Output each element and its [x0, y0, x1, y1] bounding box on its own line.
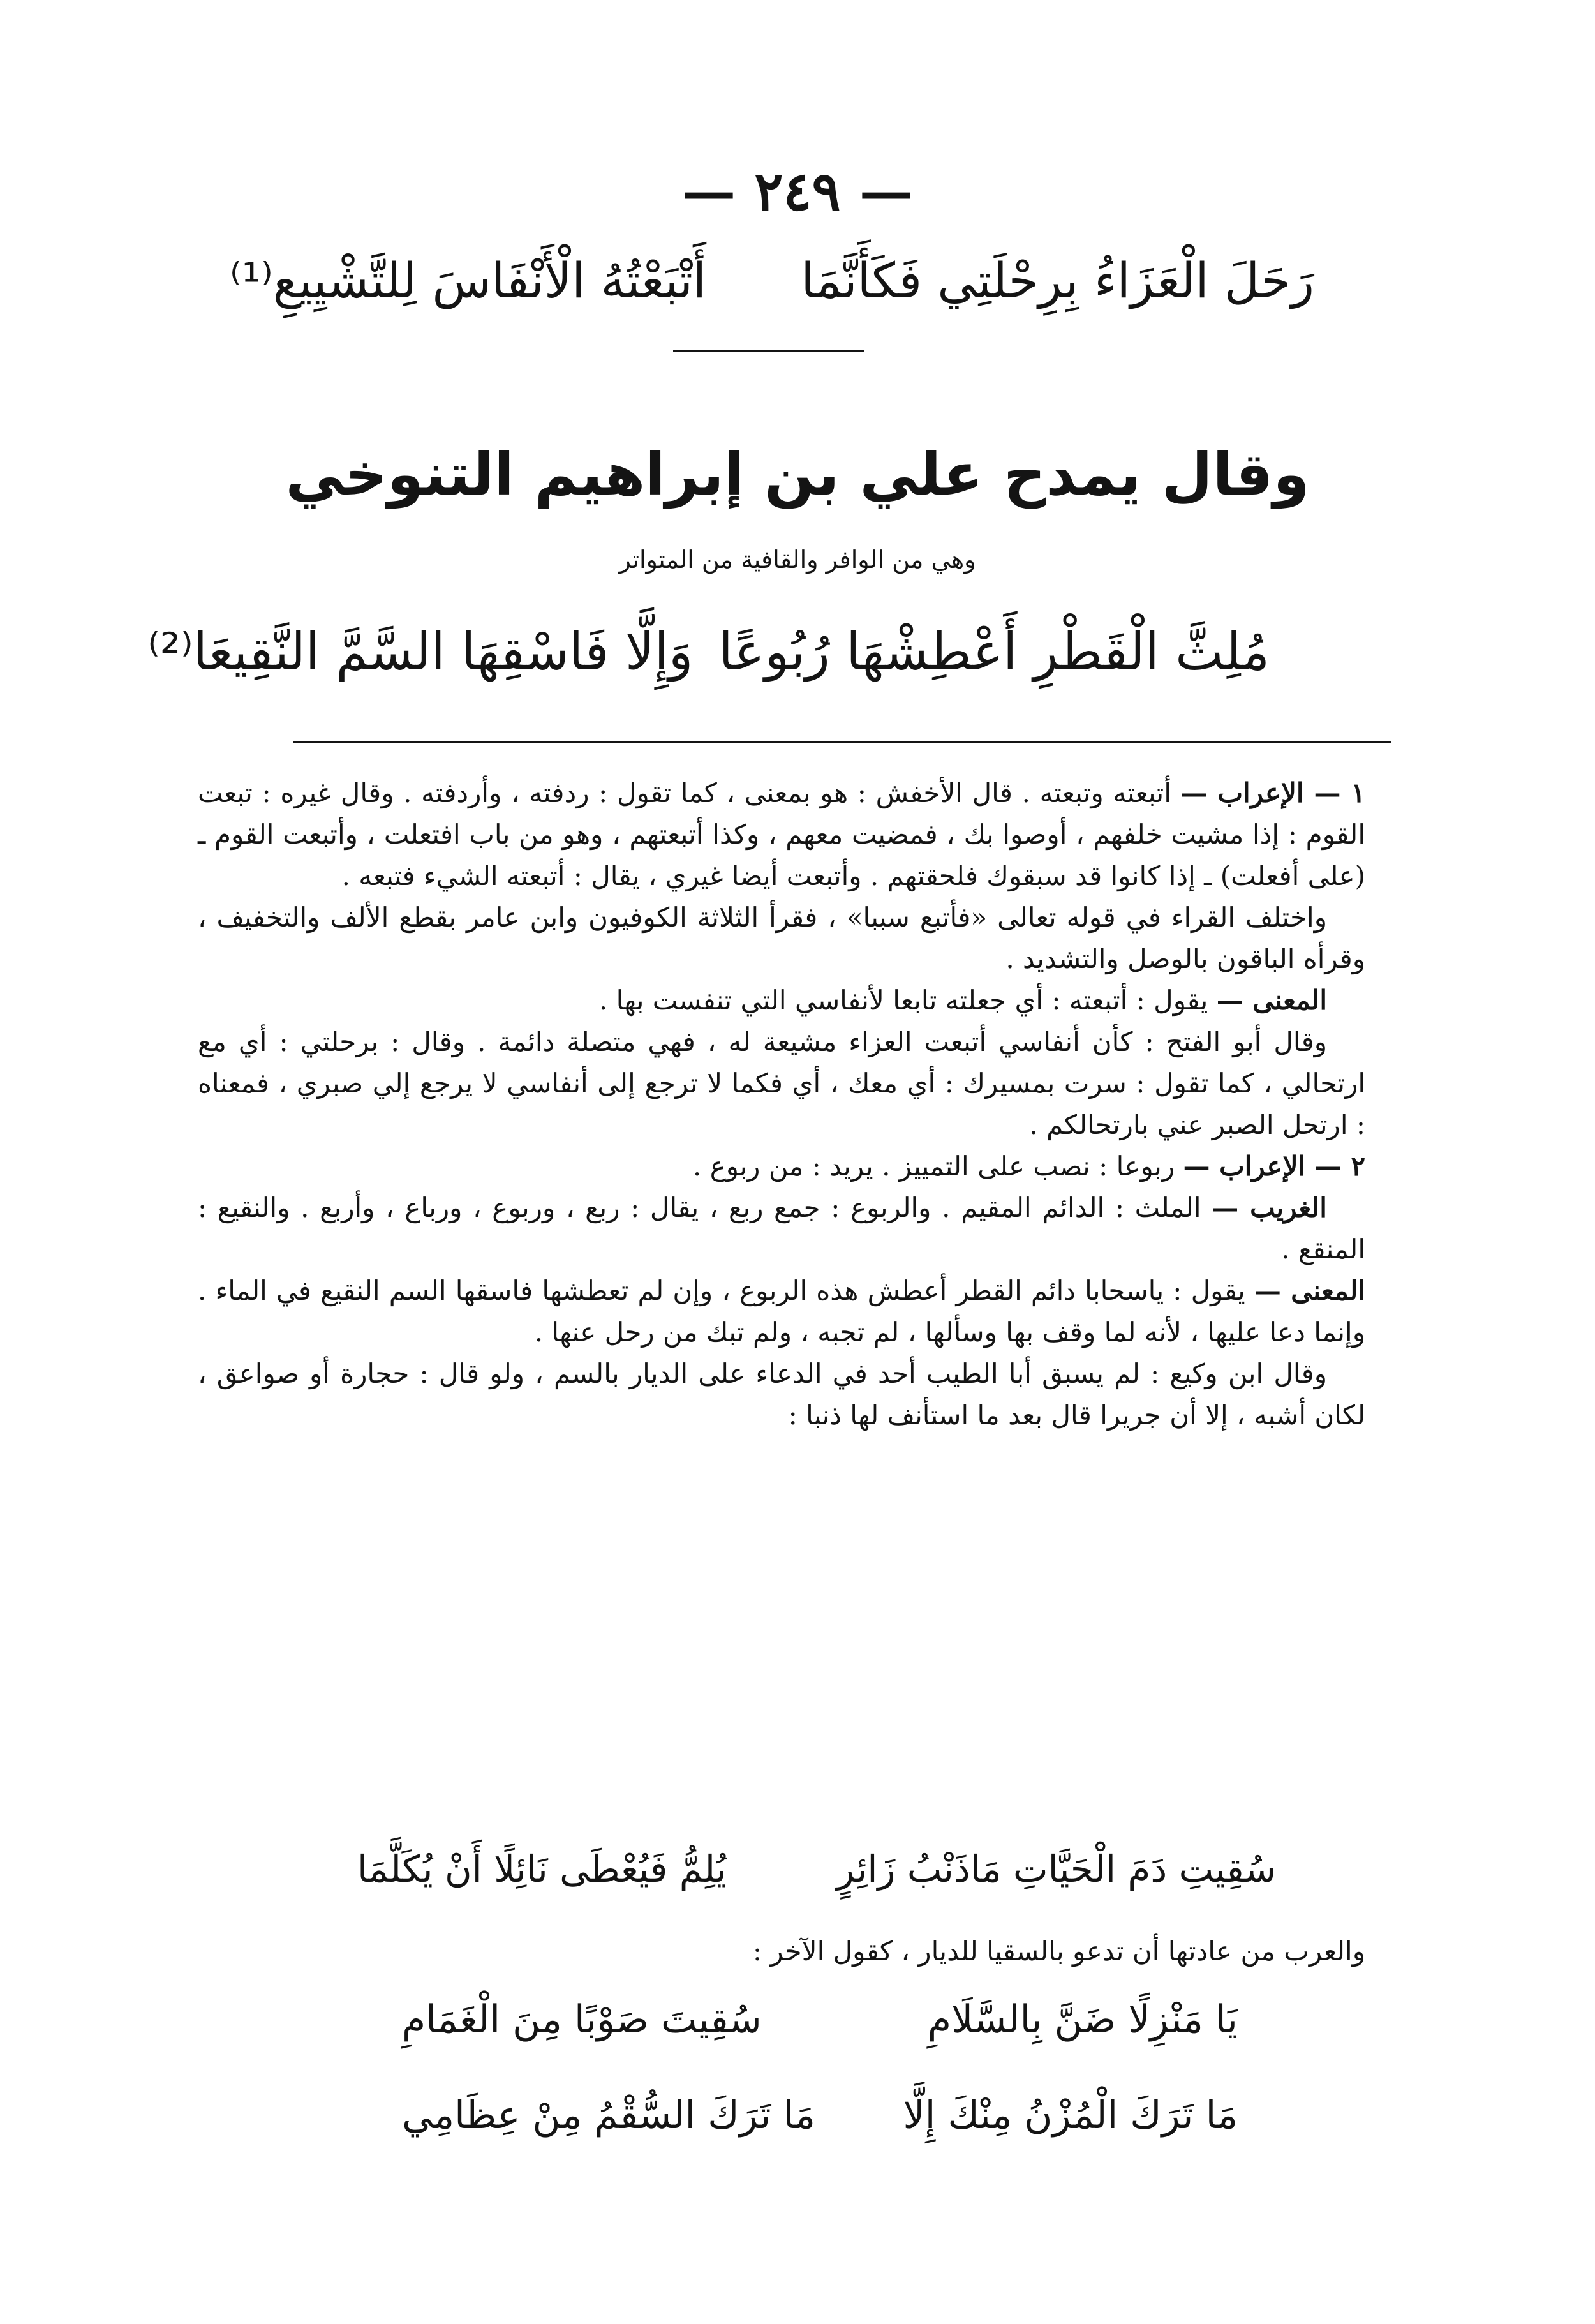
commentary — [198, 772, 1365, 1436]
opening-verse — [230, 252, 1314, 309]
note-text: يقول : أتبعته : أي جعلته تابعا لأنفاسي التي تنفست بها . — [598, 985, 1208, 1016]
couplet-line-1 — [402, 1997, 1238, 2042]
note-text: أتبعته وتبعته . قال الأخفش : هو بمعنى ، كما تقول : ردفته ، وأردفته . وقال غيره : تبعت القوم : إذا مشيت خلفهم ، أوصوا بك ، فمضيت معهم ، وكذا أتبعتهم ، وهو من باب افتعلت ، وأتبعت القوم ـ (على أفعلت) ـ إذا كانوا قد سبقوك فلحقتهم . وأتبعت أيضا غيري ، يقال : أتبعته الشيء فتبعه . — [198, 777, 1365, 891]
note-1-meaning — [198, 980, 1365, 1021]
note-text: الملث : الدائم المقيم . والربوع : جمع ربع ، يقال : ربع ، وربوع ، ورباع ، وأربع . والنقيع : المنقع . — [198, 1192, 1365, 1265]
verse-divider — [673, 350, 864, 352]
note-2-ibn-waki: وقال ابن وكيع : لم يسبق أبا الطيب أحد في الدعاء على الديار بالسم ، ولو قال : حجارة أو صواعق ، لكان أشبه ، إلا أن جريرا قال بعد ما استأنف لها ذنبا : — [198, 1358, 1365, 1431]
poem-verse — [147, 622, 1270, 682]
opening-verse-second-half: أَتْبَعْتُهُ الْأَنْفَاسَ لِلتَّشْيِيعِ⁽¹⁾ — [230, 252, 707, 309]
note-label: المعنى — — [1254, 1275, 1365, 1306]
couplet-line-1-second-half: سُقِيتَ صَوْبًا مِنَ الْغَمَامِ — [402, 1997, 762, 2042]
couplet-line-2-first-half: مَا تَرَكَ الْمُزْنُ مِنْكَ إِلَّا — [903, 2093, 1238, 2138]
note-label: ٢ — الإعراب — — [1183, 1151, 1365, 1182]
couplet-line-1-first-half: يَا مَنْزِلًا ضَنَّ بِالسَّلَامِ — [927, 1997, 1238, 2042]
note-text: يقول : ياسحابا دائم القطر أعطش هذه الربوع ، وإن لم تعطشها فاسقها السم النقيع في الماء . وإنما دعا عليها ، لأنه لما وقف بها وسألها ، لم تجبه ، ولم تبك من رحل عنها . — [198, 1275, 1365, 1348]
quoted-verse-first-half: سُقِيتِ دَمَ الْحَيَّاتِ مَاذَنْبُ زَائِرٍ — [836, 1847, 1276, 1891]
note-2-meaning — [198, 1270, 1365, 1353]
opening-verse-first-half: رَحَلَ الْعَزَاءُ بِرِحْلَتِي فَكَأَنَّمَا — [801, 252, 1314, 309]
transition-text: والعرب من عادتها أن تدعو بالسقيا للديار ، كقول الآخر : — [752, 1935, 1365, 1967]
note-1-grammar — [198, 772, 1365, 897]
quoted-verse-second-half: يُلِمُّ فَيُعْطَى نَائِلًا أَنْ يُكَلَّمَا — [357, 1847, 727, 1891]
poem-heading: وقال يمدح علي بن إبراهيم التنوخي — [285, 440, 1310, 509]
note-1-abu-al-fath: وقال أبو الفتح : كأن أنفاسي أتبعت العزاء مشيعة له ، فهي متصلة دائمة . وقال : برحلتي : أي مع ارتحالي ، كما تقول : سرت بمسيرك : أي معك ، أي فكما لا ترجع إلى أنفاسي لا يرجع إلي صبري ، فمعناه : ارتحل الصبر عني بارتحالكم . — [198, 1026, 1365, 1140]
poem-verse-second-half: وَإِلَّا فَاسْقِهَا السَّمَّ النَّقِيعَا⁽²⁾ — [147, 622, 694, 682]
note-label: الغريب — — [1212, 1192, 1327, 1223]
page-number: — ٢٤٩ — — [682, 160, 913, 223]
note-2-grammar — [198, 1145, 1365, 1187]
footnote-divider — [293, 741, 1391, 743]
note-label: ١ — الإعراب — — [1180, 777, 1365, 808]
poem-verse-first-half: مُلِثَّ الْقَطْرِ أَعْطِشْهَا رُبُوعًا — [718, 622, 1270, 682]
note-text: ربوعا : نصب على التمييز . يريد : من ربوع . — [693, 1151, 1175, 1182]
couplet-line-2-second-half: مَا تَرَكَ السُّقْمُ مِنْ عِظَامِي — [402, 2093, 815, 2138]
poem-meter-note: وهي من الوافر والقافية من المتواتر — [619, 546, 976, 574]
note-1-readings: واختلف القراء في قوله تعالى «فأتبع سببا» ، فقرأ الثلاثة الكوفيون وابن عامر بقطع الألف والتخفيف ، وقرأه الباقون بالوصل والتشديد . — [198, 902, 1365, 974]
quoted-verse-jarir — [357, 1847, 1276, 1891]
note-2-gloss — [198, 1187, 1365, 1270]
note-label: المعنى — — [1216, 985, 1327, 1016]
couplet-line-2 — [402, 2093, 1238, 2138]
